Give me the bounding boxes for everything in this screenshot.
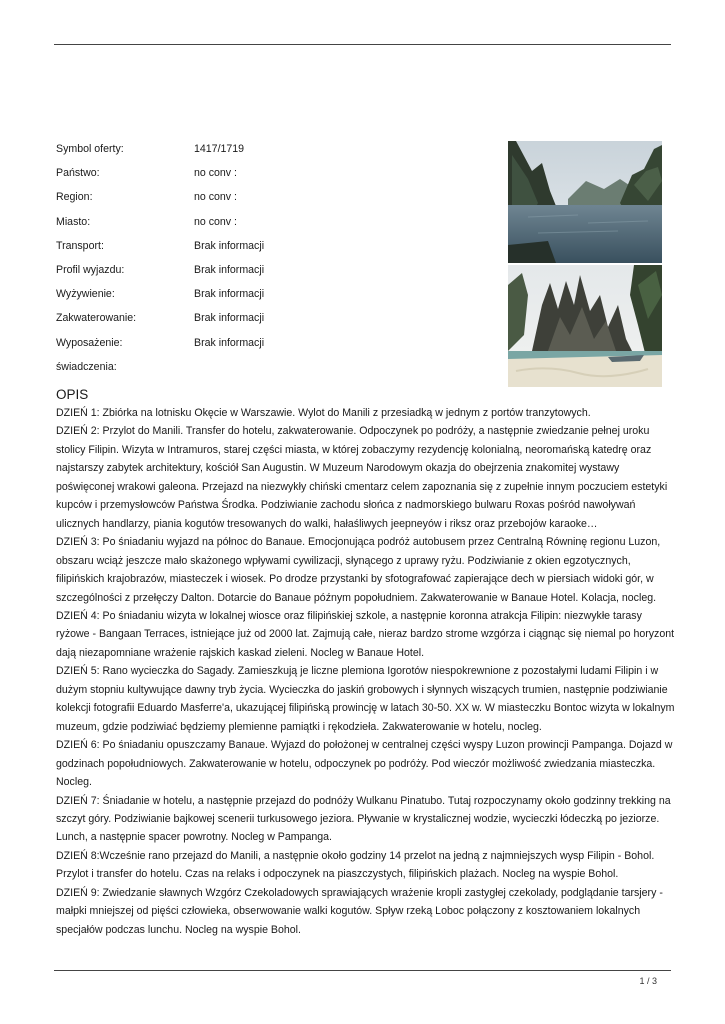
offer-key: Miasto:: [56, 215, 91, 228]
itinerary-paragraph: DZIEŃ 2: Przylot do Manili. Transfer do hotelu, zakwaterowanie. Odpoczynek po podróży, a następnie zwiedzanie pełnej uroku stolicy Filipin. Wizyta w Intramuros, starej części miasta, w której zobaczymy rezydencję kolonialną, neoromańską katedrę oraz najstarszy zabytek architektury, kościół San Augustin. W Muzeum Narodowym okazja do obejrzenia znakomitej wystawy poświęconej wrakowi galeona. Przejazd na niezwykły chiński cmentarz celem zapoznania się z zupełnie innym poczuciem estetyki kupców i przemysłowców Państwa Środka. Podziwianie zachodu słońca z nadmorskiego bulwaru Roxas pośród nawoływań ulicznych handlarzy, piania kogutów tresowanych do walki, hałaśliwych jeepneyów i riksz oraz przebojów karaoke…: [56, 425, 668, 530]
rocky-beach-photo: [508, 265, 662, 387]
itinerary-paragraph: DZIEŃ 3: Po śniadaniu wyjazd na północ do Banaue. Emocjonująca podróż autobusem przez Centralną Równinę regionu Luzon, obszaru wciąż jeszcze mało skażonego wpływami cywilizacji, słynącego z uprawy ryżu. Podziwianie z okien egzotycznych, filipińskich krajobrazów, miasteczek i wiosek. Po drodze przystanki by sfotografować zapierające dech w piersiach widoki gór, w szczególności z przełęczy Dalton. Dotarcie do Banaue późnym popołudniem. Zakwaterowanie w Banaue Hotel. Kolacja, nocleg.: [56, 536, 661, 604]
offer-value: Brak informacji: [194, 263, 265, 276]
offer-row: [56, 237, 496, 261]
offer-value: no conv :: [194, 167, 237, 180]
offer-key: Wyżywienie:: [56, 288, 115, 301]
offer-value: Brak informacji: [194, 288, 265, 301]
offer-row: [56, 261, 496, 285]
rocky-beach-illustration: [508, 265, 662, 387]
itinerary-paragraph: DZIEŃ 7: Śniadanie w hotelu, a następnie przejazd do podnóży Wulkanu Pinatubo. Tutaj rozpoczynamy około godzinny trekking na szczyt góry. Podziwianie bajkowej scenerii turkusowego jeziora. Pływanie w krystalicznej wodzie, wycieczki łódeczką po jeziorze. Lunch, a następnie spacer powrotny. Nocleg w Pampanga.: [56, 794, 671, 844]
offer-row: [56, 309, 496, 333]
offer-row: [56, 358, 496, 382]
offer-key: Symbol oferty:: [56, 143, 124, 155]
header-rule: [54, 44, 671, 45]
offer-row: [56, 140, 496, 164]
itinerary-paragraph: DZIEŃ 5: Rano wycieczka do Sagady. Zamieszkują je liczne plemiona Igorotów niespokrewnione z pozostałymi ludami Filipin i w dużym stopniu kultywujące dawny tryb życia. Wycieczka do jaskiń grobowych i słynnych wiszących trumien, następnie podziwianie kolekcji fotografii Eduardo Masferre'a, ukazującej filipińską prowincję w latach 30-50. XX w. W miasteczku Bontoc wizyta w lokalnym muzeum, gdzie podziwiać będziemy plemienne pamiątki i rękodzieła. Zakwaterowanie w hotelu, nocleg.: [56, 665, 675, 733]
offer-details: [56, 140, 496, 382]
offer-value: Brak informacji: [194, 312, 265, 325]
offer-key: świadczenia:: [56, 360, 117, 373]
itinerary-paragraph: DZIEŃ 6: Po śniadaniu opuszczamy Banaue. Wyjazd do położonej w centralnej części wyspy Luzon prowincji Pampanga. Dojazd w godzinach popołudniowych. Zakwaterowanie w hotelu, odpoczynek po podróży. Pod wieczór możliwość zwiedzania miasteczka. Nocleg.: [56, 739, 673, 789]
offer-value: Brak informacji: [194, 239, 265, 252]
offer-key: Profil wyjazdu:: [56, 263, 125, 276]
offer-value: Brak informacji: [194, 336, 265, 349]
lagoon-illustration: [508, 141, 662, 263]
footer-rule: [54, 970, 671, 971]
offer-value: no conv :: [194, 215, 237, 228]
itinerary-paragraph: DZIEŃ 9: Zwiedzanie sławnych Wzgórz Czekoladowych sprawiających wrażenie kropli zastygłej czekolady, podglądanie tarsjery - małpki mniejszej od pięści człowieka, obserwowanie walki kogutów. Spływ rzeką Loboc połączony z kosztowaniem lokalnych specjałów podczas lunchu. Nocleg na wyspie Bohol.: [56, 886, 663, 936]
offer-row: [56, 213, 496, 237]
offer-key: Transport:: [56, 239, 104, 252]
itinerary-paragraph: DZIEŃ 4: Po śniadaniu wizyta w lokalnej wiosce oraz filipińskiej szkole, a następnie koronna atrakcja Filipin: niezwykłe tarasy ryżowe - Bangaan Terraces, istniejące już od 2000 lat. Zajmują całe, nieraz bardzo strome wzgórza i ciągnąc się niemal po horyzont dają niezapomniane wrażenie rajskich kaskad zieleni. Nocleg w Banaue Hotel.: [56, 609, 675, 659]
offer-key: Region:: [56, 191, 93, 204]
offer-value: no conv :: [194, 191, 237, 204]
page-number: 1 / 3: [639, 976, 657, 986]
offer-value: 1417/1719: [194, 143, 245, 155]
offer-key: Zakwaterowanie:: [56, 312, 137, 325]
offer-row: [56, 164, 496, 188]
offer-row: [56, 334, 496, 358]
offer-key: Wyposażenie:: [56, 336, 123, 349]
itinerary-paragraph: DZIEŃ 8:Wcześnie rano przejazd do Manili, a następnie około godziny 14 przelot na jedną z najmniejszych wysp Filipin - Bohol. Przylot i transfer do hotelu. Czas na relaks i odpoczynek na piaszczystych, filipińskich plażach. Nocleg na wyspie Bohol.: [56, 849, 655, 881]
section-heading: OPIS: [56, 387, 89, 402]
offer-key: Państwo:: [56, 167, 100, 180]
offer-row: [56, 188, 496, 212]
lagoon-photo: [508, 141, 662, 263]
itinerary-paragraph: DZIEŃ 1: Zbiórka na lotnisku Okęcie w Warszawie. Wylot do Manili z przesiadką w jednym z portów tranzytowych.: [56, 407, 591, 419]
offer-row: [56, 285, 496, 309]
itinerary-text: [56, 404, 676, 939]
